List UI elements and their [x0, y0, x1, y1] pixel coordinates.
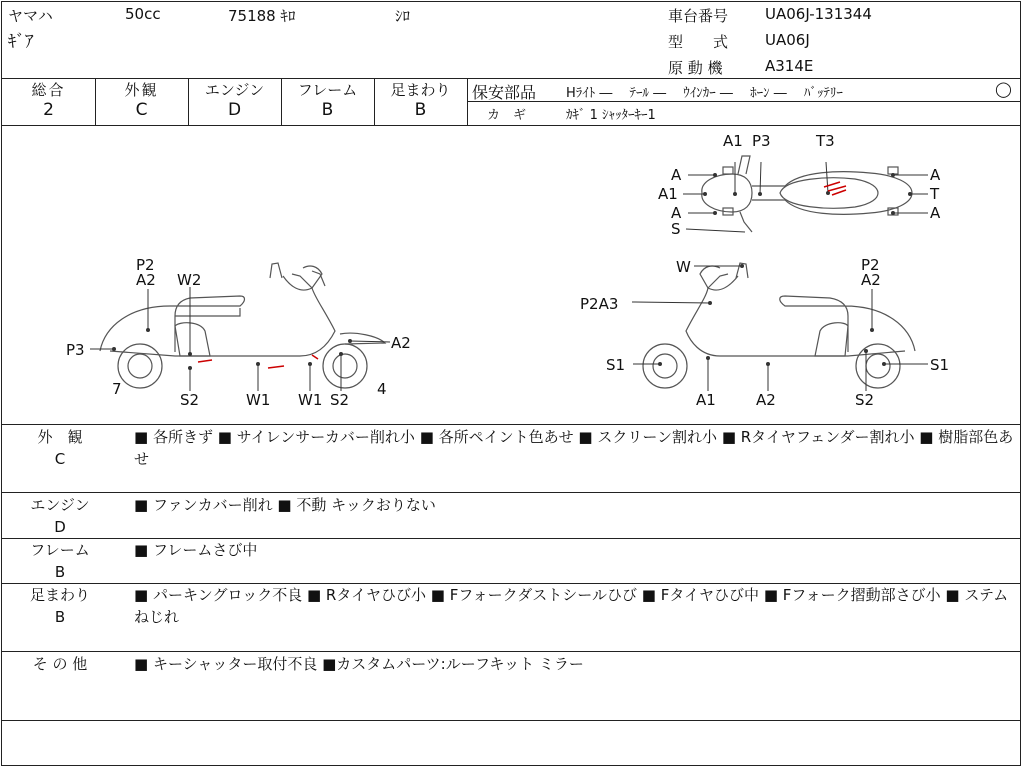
divider — [1, 651, 1021, 652]
section-exterior-label — [0, 426, 120, 470]
label-a1: A1 — [696, 391, 716, 409]
displacement: 50cc — [125, 5, 161, 23]
label-s2: S2 — [855, 391, 875, 409]
section-other-label — [0, 653, 120, 675]
section-frame-label — [0, 539, 120, 583]
safety-label: 保安部品 — [472, 83, 537, 102]
grade-value: C — [135, 100, 148, 120]
section-label: エンジン — [30, 496, 90, 514]
label-s: S — [671, 220, 681, 238]
damage-diagram — [0, 126, 1022, 424]
label-7: 7 — [112, 380, 122, 398]
label-p2: P2 — [861, 256, 880, 274]
engine-label: 原 動 機 — [668, 59, 723, 77]
grade-label: 足まわり — [390, 81, 451, 99]
maker: ヤマハ — [8, 7, 53, 25]
grade-suspension — [374, 79, 467, 120]
battery-ok-mark: ◯ — [995, 80, 1012, 98]
label-s2: S2 — [180, 391, 200, 409]
mileage: 75188 ｷﾛ — [228, 7, 296, 25]
label-4: 4 — [377, 380, 387, 398]
grade-frame — [281, 79, 374, 120]
label-s2: S2 — [330, 391, 350, 409]
divider — [1, 424, 1021, 425]
grade-label: フレーム — [297, 81, 358, 99]
section-engine-label — [0, 494, 120, 538]
label-a: A — [930, 166, 941, 184]
section-grade: B — [54, 563, 66, 581]
label-a2: A2 — [756, 391, 776, 409]
section-suspension-label — [0, 584, 120, 628]
section-exterior-text: ■ 各所きず ■ サイレンサーカバー削れ小 ■ 各所ペイント色あせ ■ スクリーン割れ小 ■ Rタイヤフェンダー割れ小 ■ 樹脂部色あせ — [134, 428, 1014, 468]
grade-value: B — [321, 100, 334, 120]
section-engine-text: ■ ファンカバー削れ ■ 不動 キックおりない — [134, 496, 436, 514]
model-name: ｷﾞｱ — [8, 32, 34, 52]
section-label: 足まわり — [29, 586, 90, 604]
grade-label: エンジン — [204, 81, 265, 99]
color: ｼﾛ — [395, 7, 411, 25]
grade-value: B — [414, 100, 427, 120]
key-value: ｶｷﾞ 1 ｼｬｯﾀｰｷｰ1 — [566, 108, 656, 123]
type-label: 型 式 — [668, 33, 729, 51]
safety-items: Hﾗｲﾄ ― ﾃｰﾙ ― ｳｲﾝｶｰ ― ﾎｰﾝ ― ﾊﾞｯﾃﾘｰ — [566, 86, 843, 101]
label-a: A — [930, 204, 941, 222]
label-a2: A2 — [136, 271, 156, 289]
leader-lines — [90, 162, 928, 391]
label-s1: S1 — [930, 356, 950, 374]
grade-exterior — [95, 79, 188, 120]
label-w1: W1 — [298, 391, 323, 409]
label-w2: W2 — [177, 271, 202, 289]
section-label: 外 観 — [37, 428, 83, 446]
section-grade: C — [54, 450, 66, 468]
section-other-text: ■ キーシャッター取付不良 ■カスタムパーツ:ルーフキット ミラー — [134, 655, 584, 673]
label-a1: A1 — [658, 185, 678, 203]
type: UA06J — [765, 31, 810, 49]
label-p3: P3 — [66, 341, 85, 359]
label-a2: A2 — [861, 271, 881, 289]
section-label: フレーム — [30, 541, 90, 559]
engine: A314E — [765, 57, 814, 75]
section-suspension-text: ■ パーキングロック不良 ■ Rタイヤひび小 ■ Fフォークダストシールひび ■ Fタイヤひび中 ■ Fフォーク摺動部さび小 ■ ステムねじれ — [134, 586, 1009, 626]
label-t: T — [930, 185, 940, 203]
section-grade: D — [54, 518, 66, 536]
label-a2: A2 — [391, 334, 411, 352]
label-a1: A1 — [723, 132, 743, 150]
label-w: W — [676, 258, 691, 276]
grade-value: D — [227, 100, 242, 120]
label-p2: P2 — [136, 256, 155, 274]
label-t3: T3 — [816, 132, 835, 150]
grade-overall — [2, 79, 95, 120]
label-p3: P3 — [752, 132, 771, 150]
divider — [467, 78, 468, 125]
label-p2a3: P2A3 — [580, 295, 619, 313]
divider — [467, 101, 1021, 102]
label-a: A — [671, 166, 682, 184]
grade-label: 外観 — [124, 81, 159, 99]
divider — [1, 492, 1021, 493]
section-frame-text: ■ フレームさび中 — [134, 541, 258, 559]
section-label: そ の 他 — [32, 655, 88, 673]
frame-no: UA06J-131344 — [765, 5, 872, 23]
grade-engine — [188, 79, 281, 120]
label-w1: W1 — [246, 391, 271, 409]
grade-label: 総合 — [31, 81, 66, 99]
label-a: A — [671, 204, 682, 222]
grade-value: 2 — [43, 100, 54, 120]
frame-no-label: 車台番号 — [668, 7, 729, 25]
label-s1: S1 — [606, 356, 626, 374]
key-label: カ ギ — [487, 108, 527, 123]
divider — [1, 720, 1021, 721]
section-grade: B — [54, 608, 66, 626]
